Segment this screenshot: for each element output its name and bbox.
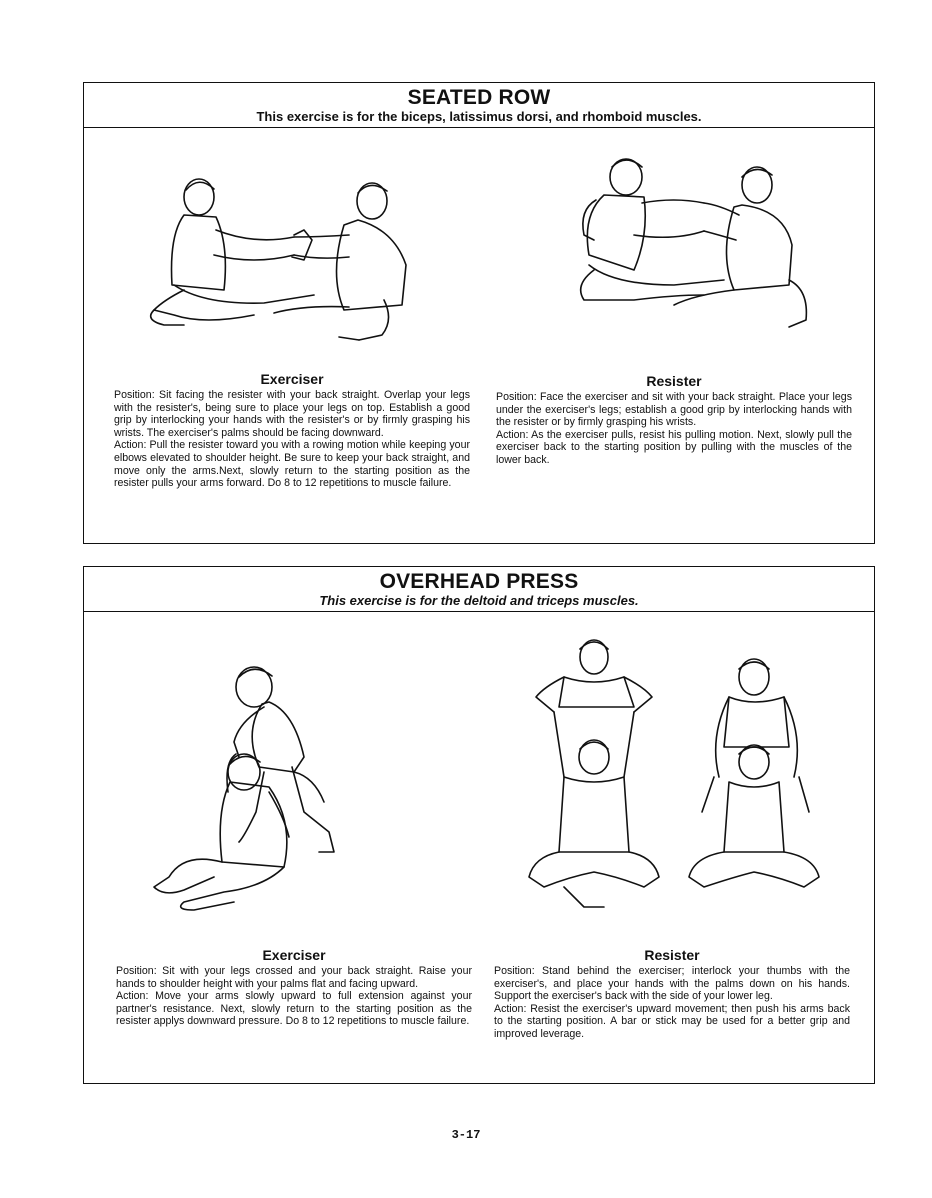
resister-position-text: Position: Stand behind the exerciser; interlock your thumbs with the exerciser's, and place your hands with the palms down on his hands. Support the exerciser's back with the side of your lower leg. <box>494 965 850 1003</box>
exerciser-position-text: Position: Sit with your legs crossed and your back straight. Raise your hands to shoulder height with your palms flat and facing upward. <box>116 965 472 990</box>
seated-row-resister-column <box>496 373 852 467</box>
seated-row-illustration-1 <box>144 175 424 350</box>
overhead-press-panel <box>83 566 875 1084</box>
overhead-press-resister-column <box>494 947 850 1041</box>
overhead-press-illustration-2 <box>524 637 824 937</box>
seated-row-header <box>84 83 874 128</box>
overhead-press-header <box>84 567 874 612</box>
seated-row-panel <box>83 82 875 544</box>
seated-row-illustration-2 <box>574 155 824 345</box>
section-subtitle: This exercise is for the deltoid and triceps muscles. <box>319 593 639 608</box>
exerciser-action-text: Action: Move your arms slowly upward to full extension against your partner's resistance. Next, slowly return to the starting position as the resister applys downward pressure. Do 8 to 12 repetitions to muscle failure. <box>116 990 472 1028</box>
seated-row-exerciser-column <box>114 371 470 490</box>
exerciser-heading: Exerciser <box>262 947 326 963</box>
section-subtitle: This exercise is for the biceps, latissimus dorsi, and rhomboid muscles. <box>256 109 702 124</box>
section-title: OVERHEAD PRESS <box>379 570 579 593</box>
resister-action-text: Action: As the exerciser pulls, resist his pulling motion. Next, slowly pull the exerciser back to the starting position by pulling with the muscles of the lower back. <box>496 428 852 466</box>
exerciser-heading: Exerciser <box>260 371 324 387</box>
exerciser-action-text: Action: Pull the resister toward you with a rowing motion while keeping your elbows elevated to shoulder height. Be sure to keep your back straight, and move only the arms.Next, slowly return to the starting position as the resister pulls your arms forward. Do 8 to 12 repetitions to muscle failure. <box>114 439 470 490</box>
page-number: 3-17 <box>451 1128 481 1142</box>
resister-position-text: Position: Face the exerciser and sit with your back straight. Place your legs under the exerciser's legs; establish a good grip by interlocking hands with the resister or by firmly grasping his wrists. <box>496 391 852 429</box>
section-title: SEATED ROW <box>407 86 551 109</box>
resister-heading: Resister <box>644 947 700 963</box>
overhead-press-exerciser-column <box>116 947 472 1028</box>
overhead-press-illustration-1 <box>144 662 394 932</box>
resister-heading: Resister <box>646 373 702 389</box>
resister-action-text: Action: Resist the exerciser's upward movement; then push his arms back to the starting position. A bar or stick may be used for a better grip and improved leverage. <box>494 1002 850 1040</box>
exerciser-position-text: Position: Sit facing the resister with your back straight. Overlap your legs with the resister's, being sure to place your legs on top. Establish a good grip by interlocking your hands with the resister's or by firmly grasping his wrists. The exerciser's palms should be facing downward. <box>114 389 470 439</box>
